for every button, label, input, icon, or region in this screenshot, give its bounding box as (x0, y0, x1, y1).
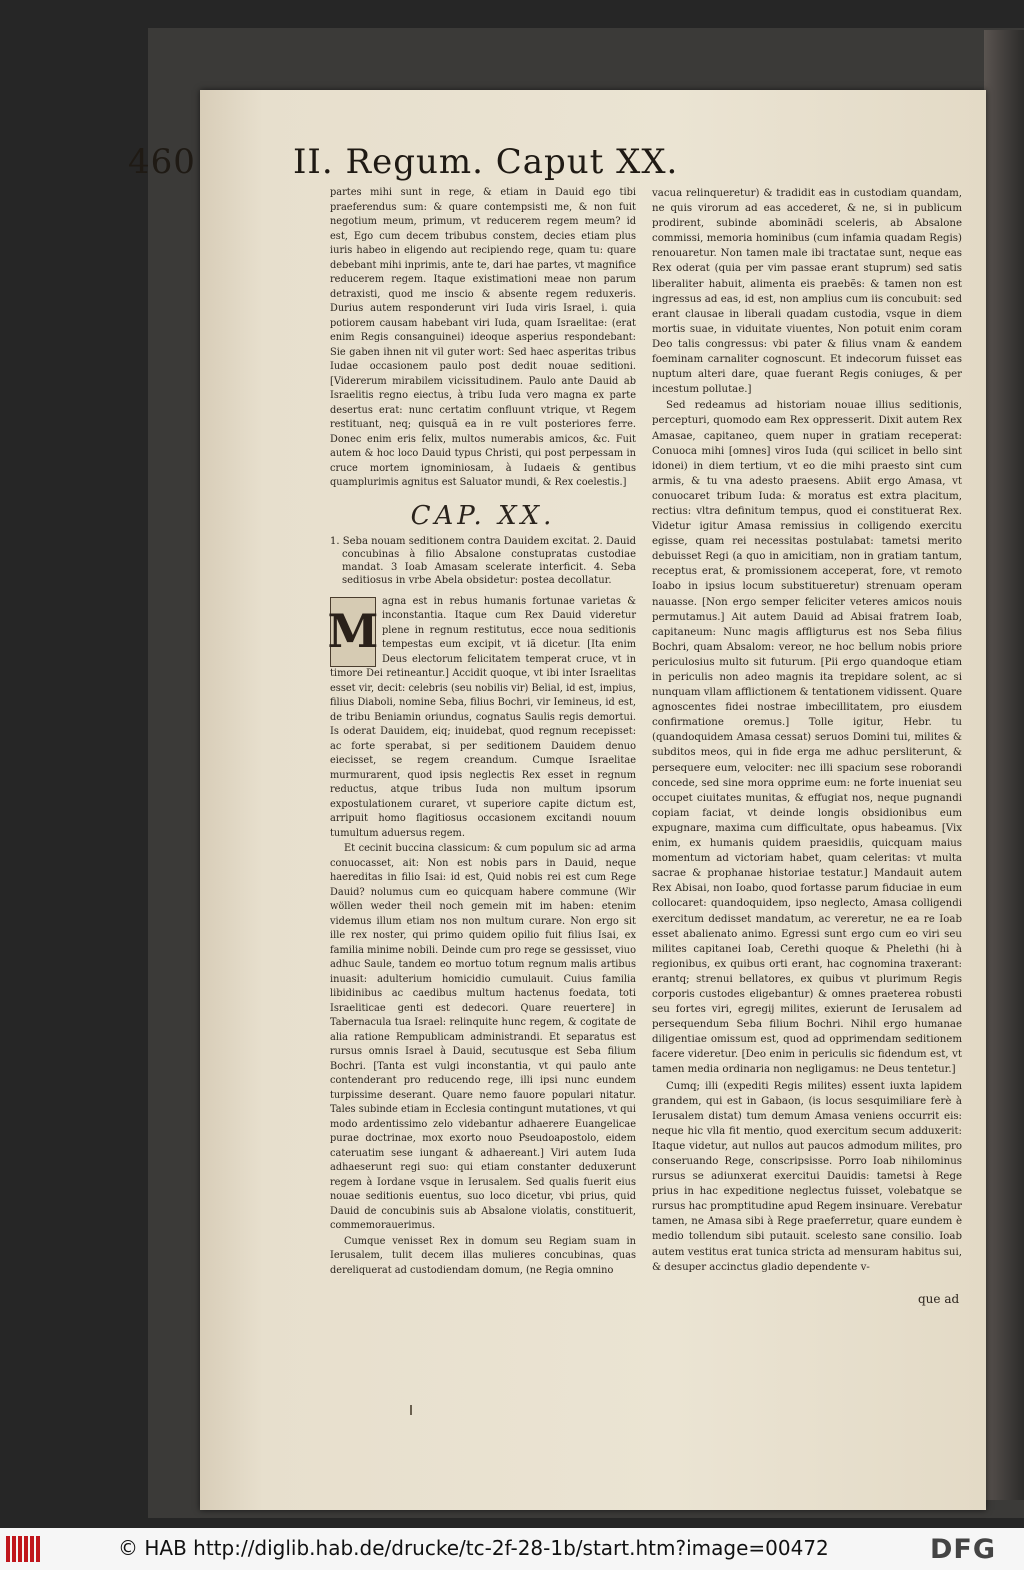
hab-logo-icon (6, 1536, 44, 1562)
page-header (128, 142, 788, 182)
paragraph: agna est in rebus humanis fortunae varietas & inconstantia. Itaque cum Rex Dauid videretur plene in regnum restitutus, ecce noua seditionis tempestas eum excipit, vt iã dicetur. [Ita enim Deus electorum felicitatem temperat cruce, vt in timore Dei retineantur.] Accidit quoque, vt ibi inter Israelitas esset vir, decit: celebris (seu nobilis vir) Belial, id est, impius, filius Diaboli, nomine Seba, filius Bochri, vir Iemineus, id est, de tribu Beniamin oriundus, cognatus Saulis regis demortui. Is oderat Dauidem, eiq; inuidebat, quod regnum recepisset: ac forte sperabat, si per seditionem Dauidem denuo eiecisset, se regem creandum. Cumque Israelitae murmurarent, quod ipsis neglectis Rex esset in regnum reductus, atque tribus Iuda non multum ipsorum expostulationem curaret, vt superiore capite dictum est, arripuit homo flagitiosus occasionem excitandi nouum tumultum aduersus regem. (330, 595, 636, 839)
left-text-column (327, 186, 636, 1278)
chapter-heading: CAP. XX. (410, 500, 556, 531)
paragraph: vacua relinqueretur) & tradidit eas in custodiam quandam, ne quis virorum ad eas accederet, & ne, si in publicum prodirent, subinde abominãdi sceleris, ab Absalone commissi, memoria hominibus (cum infamia quadam Regis) renouaretur. Non tamen male ibi tractatae sunt, neque eas Rex oderat (quia per vim passae erant stuprum) sed satis liberaliter habuit, alimenta eis praebẽs: & tamen non est ingressus ad eas, id est, non amplius cum iis concubuit: sed erant clausae in liberali quadam custodia, vsque in diem mortis suae, in viduitate viuentes, Non potuit enim coram Deo talis congressus: vbi pater & filius vnam & eandem foeminam carnaliter cognoscunt. Et indecorum fuisset eas nuptum alteri dare, quae fuerant Regis coniuges, & per incestum pollutae.] (652, 188, 962, 396)
paragraph: Et cecinit buccina classicum: & cum populum sic ad arma conuocasset, ait: Non est nobis pars in Dauid, neque haereditas in filio Isai: id est, Quid nobis rei est cum Rege Dauid? nolumus cum eo quicquam habere commune (Wir wöllen weder theil noch gemein mit im haben: etenim videmus illum etiam nos non multum curare. Non ergo sit ille rex noster, qui primo quidem opilio fuit filius Isai, ex familia minime nobili. Deinde cum pro rege se gessisset, viuo adhuc Saule, tandem eo mortuo totum regnum malis artibus inuasit: adulterium homicidio cumulauit. Cuius familia libidinibus ac caedibus multum hactenus foedata, toti Israeliticae genti est dedecori. Quare reuertere] in Tabernacula tua Israel: relinquite hunc regem, & cogitate de alia ratione Rempublicam administrandi. Et separatus est rursus omnis Israel à Dauid, secutusque est Seba filium Bochri. [Tanta est vulgi inconstantia, vt qui paulo ante contenderant pro reducendo rege, illi ipsi nunc eundem turpissime deserant. Quare nemo fauore populari nitatur. Tales subinde etiam in Ecclesia contingunt mutationes, vt qui modo ardentissimo zelo videbantur adhaerere Euangelicae purae doctrinae, mox exorto nouo Pseudoapostolo, eidem cateruatim sese iungant & adhaereant.] Viri autem Iuda adhaeserunt regi suo: qui etiam constanter deduxerunt regem à Iordane vsque in Ierusalem. Sed qualis fuerit eius nouae seditionis euentus, suo loco dicetur, vbi prius, quid Dauid de concubinis suis ab Absalone violatis, constituerit, commemorauerimus. (330, 843, 636, 1231)
copyright-url-text[interactable]: © HAB http://diglib.hab.de/drucke/tc-2f-28-1b/start.htm?image=00472 (118, 1536, 829, 1560)
dfg-logo: DFG (930, 1534, 997, 1565)
page-number: 460 (128, 142, 196, 182)
page-mark (410, 1405, 412, 1415)
drop-cap-initial: M (330, 597, 376, 667)
running-title: II. Regum. Caput XX. (293, 142, 679, 182)
paragraph: Sed redeamus ad historiam nouae illius seditionis, percepturi, quomodo eam Rex oppresserit. Dixit autem Rex Amasae, capitaneo, quem nuper in gratiam receperat: Conuoca mihi [omnes] viros Iuda (qui scilicet in bello sint idonei) in diem tertium, vt eo die mihi praesto sint cum armis, & tu vna adesto praesens. Abiit ergo Amasa, vt conuocaret tribum Iuda: & moratus est extra placitum, rectius: vltra definitum tempus, quod ei constituerat Rex. Videtur igitur Amasa remissius in colligendo exercitu egisse, quam rei necessitas postulabat: tametsi merito debuisset Regi (a quo in amicitiam, non in gratiam tantum, receptus erat, & promissionem acceperat, fore, vt remoto Ioabo in ipsius locum substitueretur) strenuam operam nauasse. [Non ergo semper feliciter veteres amicos nouis permutamus.] Ait autem Dauid ad Abisai fratrem Ioab, capitaneum: Nunc magis affligturus est nos Seba filius Bochri, quam Absalom: vereor, ne hoc bellum nobis priore periculosius multo sit futurum. [Pii ergo quandoque etiam in periculis non adeo magnis ita trepidare solent, ac si nunquam vllam afflictionem & tentationem vidissent. Quare agnoscentes fidei nostrae imbecillitatem, pro eiusdem confirmatione oremus.] Tolle igitur, Hebr. tu (quandoquidem Amasa cessat) seruos Domini tui, milites & subditos meos, qui in fide erga me adhuc persliterunt, & persequere eum, velociter: nec illi spacium sese roborandi concede, sed sine mora opprime eum: ne forte inueniat seu occupet ciuitates munitas, & effugiat nos, neque pugnandi copiam faciat, vt deinde longis obsidionibus eum expugnare, maxima cum difficultate, opus habeamus. [Vix enim, ex humanis quidem praesidiis, quicquam maius momentum ad victoriam habet, quam celeritas: vt multa sacrae & prophanae historiae testatur.] Mandauit autem Rex Abisai, non Ioabo, quod fortasse parum fiduciae in eum collocaret: quandoquidem, ipso neglecto, Amasa colligendi exercitum dedisset mandatum, ac vereretur, ne ea re Ioab esset abalienato animo. Egressi sunt ergo cum eo viri seu milites capitanei Ioab, Cerethi quoque & Phelethi (hi à regionibus, ex quibus orti erant, hac cognomina traxerant: erantq; strenui bellatores, ex quibus vt plurimum Regis corporis custodes eligebantur) & omnes praeterea robusti seu fortes viri, egregij milites, exierunt de Ierusalem ad persequendum Seba filium Bochri. Nihil ergo humanae diligentiae omissum est, quod ad opprimendam seditionem facere videretur. [Deo enim in periculis sic fidendum est, vt tamen media ordinaria non negligamus: ne Deus tentetur.] (652, 400, 962, 1076)
catchword: que ad (918, 1292, 960, 1306)
chapter-argument: 1. Seba nouam seditionem contra Dauidem excitat. 2. Dauid concubinas à filio Absalone constupratas custodiae mandat. 3 Ioab Amasam scelerate interficit. 4. Seba seditiosus in vrbe Abela obsidetur: postea decollatur. (330, 535, 636, 586)
footer-bar (0, 1528, 1024, 1570)
book-binding-edge (984, 30, 1024, 1500)
paragraph: Cumq; illi (expediti Regis milites) essent iuxta lapidem grandem, qui est in Gabaon, (is locus sesquimiliare ferè à Ierusalem distat) tum demum Amasa veniens occurrit eis: neque hic vlla fit mentio, quod exercitum secum adduxerit: Itaque videtur, aut nullos aut paucos admodum milites, pro conseruando Rege, conscripsisse. Porro Ioab nihilominus rursus se adiunxerat exercitui Dauidis: tametsi à Rege prius in hac expeditione neglectus fuisset, volebatque se rursus hac promptitudine apud Regem insinuare. Verebatur tamen, ne Amasa sibi à Rege praeferretur, quare eundem è medio tollendum sibi putauit. scelesto sane consilio. Ioab autem vestitus erat tunica stricta ad mensuram habitus sui, & desuper accinctus gladio dependente v- (652, 1080, 962, 1273)
paragraph: partes mihi sunt in rege, & etiam in Dauid ego tibi praeferendus sum: & quare contempsisti me, & non fuit negotium meum, primum, vt reducerem regem meum? id est, Ego cum decem tribubus constem, decies etiam plus iuris habeo in eligendo aut recipiendo rege, quam tu: quare debebant mihi inprimis, ante te, dari hae partes, vt magnifice reducerem regem. Itaque existimationi meae non parum detraxisti, quod me inscio & absente regem reduxeris. Durius autem responderunt viri Iuda viris Israel, i. quia potiorem causam habebant viri Iuda, quam Israelitae: (erat enim Regis consanguinei) ideoque asperius respondebant: Sie gaben ihnen nit vil guter wort: Sed haec asperitas tribus Iudae occasionem paulo post dedit nouae seditioni. [Vidererum mirabilem vicissitudinem. Paulo ante Dauid ab Israelitis regno eiectus, à tribu Iuda vero magna ex parte desertus erat: nunc certatim confluunt vtrique, vt Regem restituant, neq; quisquã ea in re vult posteriores ferre. Donec enim eris felix, multos numerabis amicos, &c. Fuit autem & hoc loco Dauid typus Christi, qui post perpessam in cruce mortem ignominiosam, à Iudaeis & gentibus quamplurimis agnitus est Saluator mundi, & Rex coelestis.] (330, 187, 636, 488)
paragraph: Cumque venisset Rex in domum seu Regiam suam in Ierusalem, tulit decem illas mulieres concubinas, quas dereliquerat ad custodiendam domum, (ne Regia omnino (330, 1235, 636, 1276)
right-text-column (652, 186, 962, 1275)
